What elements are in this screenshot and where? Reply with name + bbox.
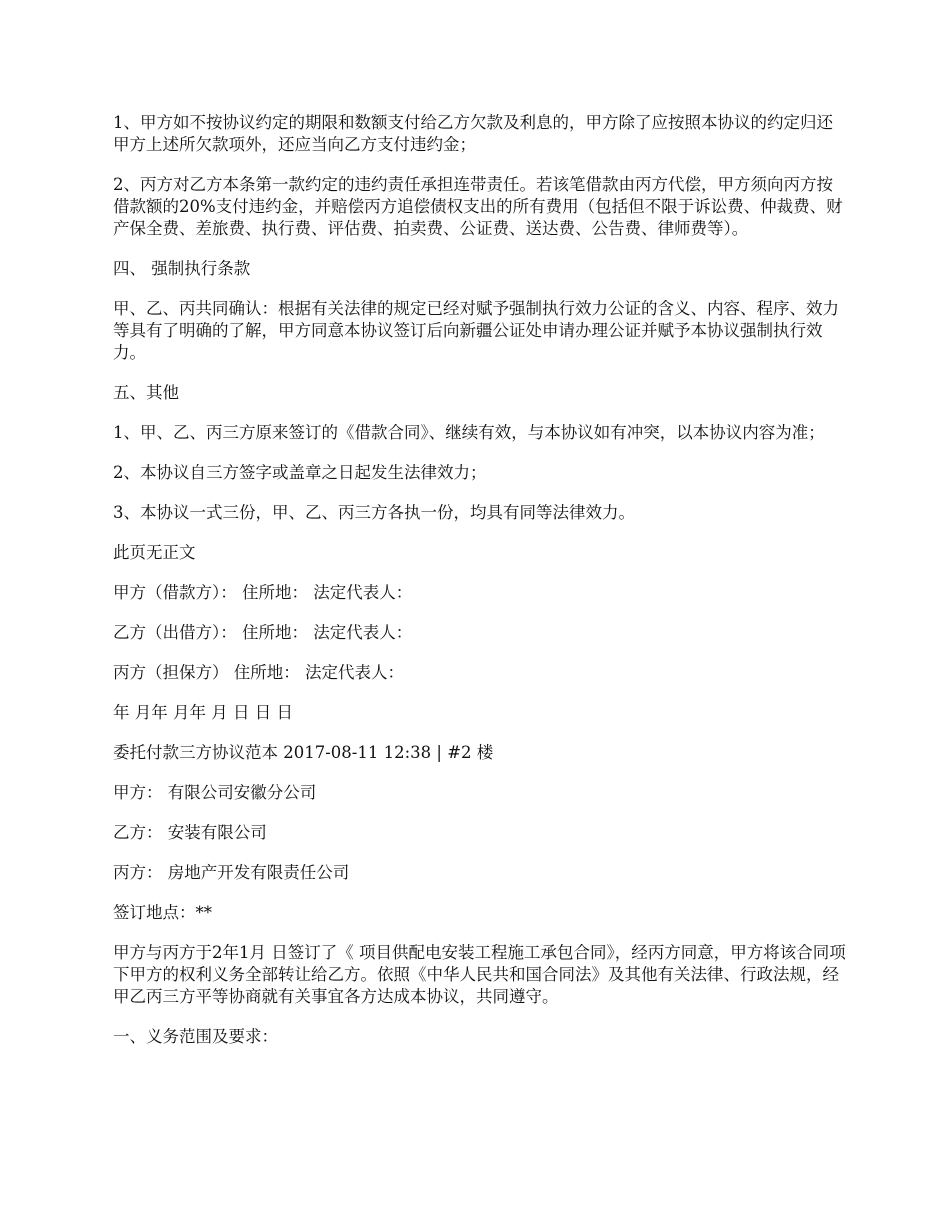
party-line: 乙方： 安装有限公司 [113,823,267,842]
clause-paragraph: 甲、乙、丙共同确认：根据有关法律的规定已经对赋予强制执行效力公证的含义、内容、程序、效力等具有了明确的了解，甲方同意本协议签订后向新疆公证处申请办理公证并赋予本协议强制执行效力。 [113,299,839,362]
clause-paragraph: 2、丙方对乙方本条第一款约定的违约责任承担连带责任。若该笔借款由丙方代偿，甲方须向丙方按借款额的20%支付违约金，并赔偿丙方追偿债权支出的所有费用（包括但不限于诉讼费、仲裁费、财产保全费、差旅费、执行费、评估费、拍卖费、公证费、送达费、公告费、律师费等）。 [113,175,843,238]
section-heading: 一、义务范围及要求： [113,1027,278,1046]
section-heading: 五、其他 [113,383,179,402]
clause-paragraph: 1、甲、乙、丙三方原来签订的《借款合同》、继续有效，与本协议如有冲突，以本协议内容为准； [113,423,825,442]
party-line: 丙方： 房地产开发有限责任公司 [113,863,350,882]
signature-line: 乙方（出借方）： 住所地： 法定代表人： [113,623,413,642]
section-heading: 四、 强制执行条款 [113,259,251,278]
signing-location: 签订地点：** [113,903,212,922]
preamble-paragraph: 甲方与丙方于2年1月 日签订了《 项目供配电安装工程施工承包合同》，经丙方同意，甲方将该合同项下甲方的权利义务全部转让给乙方。依照《中华人民共和国合同法》及其他有关法律、行政法规，经甲乙丙三方平等协商就有关事宜各方达成本协议，共同遵守。 [113,943,846,1006]
clause-paragraph: 2、本协议自三方签字或盖章之日起发生法律效力； [113,463,487,482]
signature-line: 甲方（借款方）： 住所地： 法定代表人： [113,583,413,602]
note-text: 此页无正文 [113,543,196,562]
signature-line: 丙方（担保方） 住所地： 法定代表人： [113,663,404,682]
document-body [113,112,848,1066]
post-header: 委托付款三方协议范本 2017-08-11 12:38 | #2 楼 [113,743,494,762]
clause-paragraph: 1、甲方如不按协议约定的期限和数额支付给乙方欠款及利息的，甲方除了应按照本协议的约定归还甲方上述所欠款项外，还应当向乙方支付违约金； [113,113,833,154]
date-line: 年 月年 月年 月 日 日 日 [113,703,293,722]
party-line: 甲方： 有限公司安徽分公司 [113,783,317,802]
clause-paragraph: 3、本协议一式三份，甲、乙、丙三方各执一份，均具有同等法律效力。 [113,503,635,522]
